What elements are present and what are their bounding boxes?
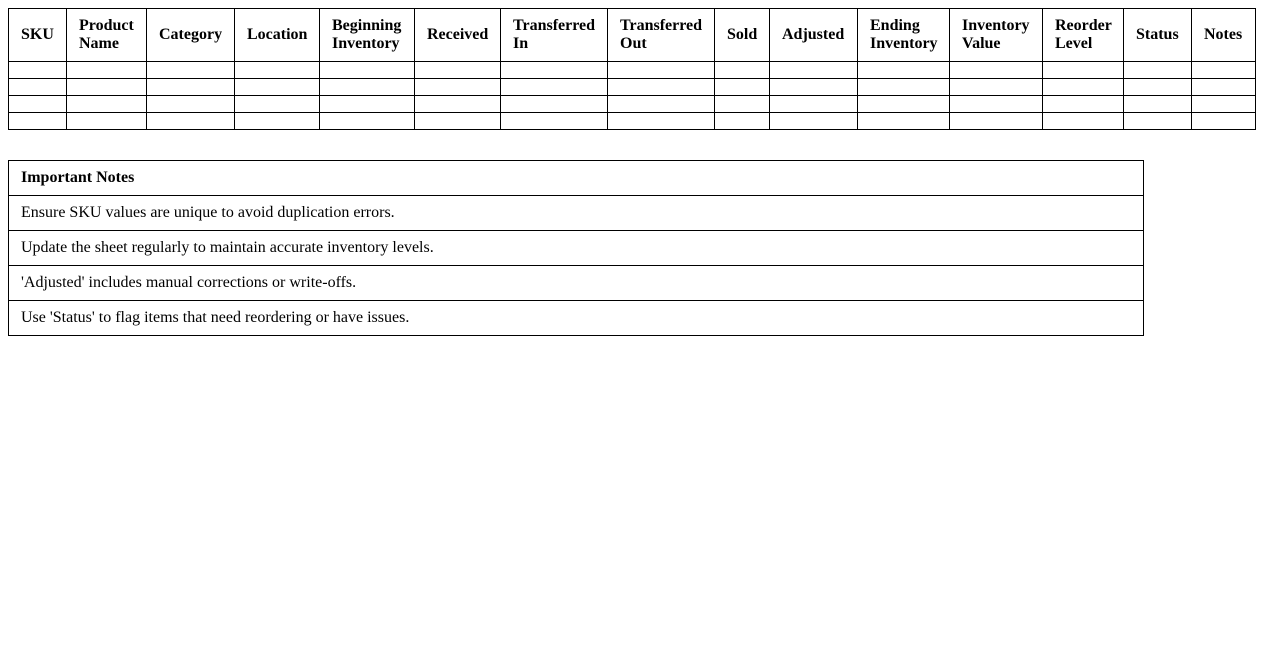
table-cell[interactable] <box>770 62 858 79</box>
table-cell[interactable] <box>320 113 415 130</box>
note-row <box>9 266 1144 301</box>
table-cell[interactable] <box>1043 79 1124 96</box>
column-header-ending-inventory: Ending Inventory <box>858 9 950 62</box>
column-header-sold: Sold <box>715 9 770 62</box>
table-cell[interactable] <box>858 113 950 130</box>
table-cell[interactable] <box>1192 62 1256 79</box>
table-cell[interactable] <box>415 62 501 79</box>
notes-table-body <box>9 161 1144 336</box>
table-row <box>9 96 1256 113</box>
table-cell[interactable] <box>1124 62 1192 79</box>
table-cell[interactable] <box>9 62 67 79</box>
inventory-table <box>8 8 1256 130</box>
table-cell[interactable] <box>235 79 320 96</box>
column-header-received: Received <box>415 9 501 62</box>
table-cell[interactable] <box>67 79 147 96</box>
table-cell[interactable] <box>770 96 858 113</box>
column-header-adjusted: Adjusted <box>770 9 858 62</box>
table-cell[interactable] <box>858 62 950 79</box>
inventory-table-body <box>9 62 1256 130</box>
table-cell[interactable] <box>235 96 320 113</box>
table-cell[interactable] <box>1043 62 1124 79</box>
table-cell[interactable] <box>501 62 608 79</box>
table-cell[interactable] <box>715 62 770 79</box>
table-cell[interactable] <box>950 96 1043 113</box>
table-cell[interactable] <box>320 79 415 96</box>
table-cell[interactable] <box>415 79 501 96</box>
table-cell[interactable] <box>67 96 147 113</box>
table-cell[interactable] <box>147 113 235 130</box>
table-cell[interactable] <box>1043 96 1124 113</box>
column-header-beginning-inventory: Beginning Inventory <box>320 9 415 62</box>
table-cell[interactable] <box>1124 96 1192 113</box>
column-header-transferred-out: Transferred Out <box>608 9 715 62</box>
table-cell[interactable] <box>715 96 770 113</box>
table-cell[interactable] <box>608 79 715 96</box>
inventory-table-header <box>9 9 1256 62</box>
column-header-reorder-level: Reorder Level <box>1043 9 1124 62</box>
notes-heading-row <box>9 161 1144 196</box>
table-cell[interactable] <box>608 62 715 79</box>
table-cell[interactable] <box>1192 96 1256 113</box>
table-cell[interactable] <box>1192 79 1256 96</box>
table-cell[interactable] <box>9 113 67 130</box>
table-cell[interactable] <box>950 113 1043 130</box>
table-cell[interactable] <box>501 113 608 130</box>
table-row <box>9 79 1256 96</box>
table-cell[interactable] <box>9 96 67 113</box>
header-row <box>9 9 1256 62</box>
table-cell[interactable] <box>858 96 950 113</box>
table-cell[interactable] <box>235 62 320 79</box>
table-cell[interactable] <box>501 96 608 113</box>
column-header-category: Category <box>147 9 235 62</box>
note-row <box>9 196 1144 231</box>
table-cell[interactable] <box>320 96 415 113</box>
table-cell[interactable] <box>715 113 770 130</box>
table-cell[interactable] <box>715 79 770 96</box>
table-cell[interactable] <box>501 79 608 96</box>
column-header-notes: Notes <box>1192 9 1256 62</box>
table-cell[interactable] <box>147 96 235 113</box>
note-row <box>9 301 1144 336</box>
note-row <box>9 231 1144 266</box>
note-item: Update the sheet regularly to maintain accurate inventory levels. <box>9 231 1144 266</box>
table-cell[interactable] <box>1124 113 1192 130</box>
column-header-product-name: Product Name <box>67 9 147 62</box>
table-cell[interactable] <box>147 62 235 79</box>
note-item: 'Adjusted' includes manual corrections or write-offs. <box>9 266 1144 301</box>
column-header-status: Status <box>1124 9 1192 62</box>
table-cell[interactable] <box>608 113 715 130</box>
table-cell[interactable] <box>1043 113 1124 130</box>
table-cell[interactable] <box>1124 79 1192 96</box>
table-cell[interactable] <box>415 113 501 130</box>
table-row <box>9 62 1256 79</box>
table-cell[interactable] <box>1192 113 1256 130</box>
table-row <box>9 113 1256 130</box>
table-cell[interactable] <box>67 113 147 130</box>
table-cell[interactable] <box>950 62 1043 79</box>
table-cell[interactable] <box>320 62 415 79</box>
note-item: Ensure SKU values are unique to avoid duplication errors. <box>9 196 1144 231</box>
table-cell[interactable] <box>858 79 950 96</box>
table-cell[interactable] <box>770 113 858 130</box>
table-cell[interactable] <box>235 113 320 130</box>
column-header-transferred-in: Transferred In <box>501 9 608 62</box>
table-cell[interactable] <box>67 62 147 79</box>
column-header-inventory-value: Inventory Value <box>950 9 1043 62</box>
table-cell[interactable] <box>9 79 67 96</box>
table-cell[interactable] <box>415 96 501 113</box>
table-cell[interactable] <box>950 79 1043 96</box>
notes-heading: Important Notes <box>9 161 1144 196</box>
table-cell[interactable] <box>770 79 858 96</box>
column-header-location: Location <box>235 9 320 62</box>
note-item: Use 'Status' to flag items that need reordering or have issues. <box>9 301 1144 336</box>
table-cell[interactable] <box>608 96 715 113</box>
table-cell[interactable] <box>147 79 235 96</box>
column-header-sku: SKU <box>9 9 67 62</box>
important-notes-table <box>8 160 1144 336</box>
